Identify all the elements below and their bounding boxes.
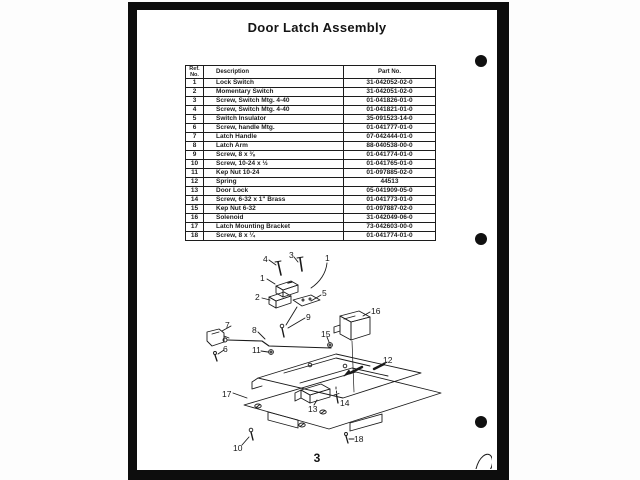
ref-no: 16	[186, 214, 204, 223]
part-number: 35-091523-14-0	[344, 115, 436, 124]
photo-frame	[128, 2, 509, 480]
callout-label: 12	[383, 355, 393, 365]
screw-4-drawing	[269, 260, 281, 275]
ref-no: 18	[186, 232, 204, 241]
header-description: Description	[204, 66, 344, 79]
part-description: Latch Mounting Bracket	[204, 223, 344, 232]
table-row	[186, 133, 436, 142]
part-description: Screw, 8 x ¼	[204, 232, 344, 241]
page-number: 3	[313, 451, 321, 465]
callout-label: 7	[225, 320, 230, 330]
screw-3-drawing	[294, 257, 303, 271]
callout-label: 16	[371, 306, 381, 316]
table-row	[186, 196, 436, 205]
ref-no: 12	[186, 178, 204, 187]
parts-table	[185, 65, 436, 241]
callout-label: 4	[263, 254, 268, 264]
part-number: 01-041777-01-0	[344, 124, 436, 133]
part-number: 05-041909-05-0	[344, 187, 436, 196]
screw-18-drawing	[345, 433, 355, 444]
part-number: 01-041826-01-0	[344, 97, 436, 106]
header-part-no: Part No.	[344, 66, 436, 79]
kep-nut-11-drawing	[261, 350, 273, 355]
part-number: 01-097885-02-0	[344, 169, 436, 178]
part-number: 88-040538-00-0	[344, 142, 436, 151]
part-description: Screw, 10-24 x ½	[204, 160, 344, 169]
table-row	[186, 97, 436, 106]
ref-no: 13	[186, 187, 204, 196]
exploded-view-diagram	[192, 239, 492, 469]
ref-no: 9	[186, 151, 204, 160]
latch-arm-drawing	[223, 332, 331, 348]
part-number: 01-041774-01-0	[344, 232, 436, 241]
part-description: Screw, Switch Mtg. 4-40	[204, 97, 344, 106]
part-number: 31-042051-02-0	[344, 88, 436, 97]
part-description: Screw, Switch Mtg. 4-40	[204, 106, 344, 115]
binder-hole	[475, 233, 487, 245]
ref-no: 15	[186, 205, 204, 214]
binder-hole	[475, 416, 487, 428]
part-number: 01-041765-01-0	[344, 160, 436, 169]
table-row	[186, 160, 436, 169]
screw-14-drawing	[334, 387, 339, 403]
callout-label: 11	[252, 345, 261, 355]
ref-no: 2	[186, 88, 204, 97]
part-description: Lock Switch	[204, 79, 344, 88]
callout-label: 8	[252, 325, 257, 335]
part-number: 73-042603-00-0	[344, 223, 436, 232]
callout-label: 15	[321, 329, 331, 339]
manual-page	[137, 10, 497, 470]
header-ref-no: Ref. No.	[186, 66, 204, 79]
part-description: Screw, handle Mtg.	[204, 124, 344, 133]
ref-no: 14	[186, 196, 204, 205]
ref-no: 4	[186, 106, 204, 115]
table-row	[186, 214, 436, 223]
lock-switch-drawing	[267, 263, 327, 297]
solenoid-drawing	[334, 311, 370, 392]
screw-10-drawing	[242, 428, 253, 445]
door-lock-drawing	[295, 384, 330, 405]
ref-no: 8	[186, 142, 204, 151]
part-description: Switch Insulator	[204, 115, 344, 124]
ref-no: 17	[186, 223, 204, 232]
table-row	[186, 151, 436, 160]
page-title: Door Latch Assembly	[247, 20, 387, 35]
callout-label: 6	[223, 344, 228, 354]
part-number: 31-042052-02-0	[344, 79, 436, 88]
part-number: 01-041773-01-0	[344, 196, 436, 205]
part-description: Latch Arm	[204, 142, 344, 151]
part-number: 31-042049-06-0	[344, 214, 436, 223]
callout-label: 9	[306, 312, 311, 322]
table-row	[186, 205, 436, 214]
table-row	[186, 169, 436, 178]
table-row	[186, 223, 436, 232]
ref-no: 3	[186, 97, 204, 106]
table-row	[186, 124, 436, 133]
part-description: Screw, 6-32 x 1" Brass	[204, 196, 344, 205]
part-description: Kep Nut 6-32	[204, 205, 344, 214]
table-header-row	[186, 66, 436, 79]
part-description: Screw, 8 x ⅜	[204, 151, 344, 160]
part-number: 01-097887-02-0	[344, 205, 436, 214]
part-description: Latch Handle	[204, 133, 344, 142]
ref-no: 7	[186, 133, 204, 142]
ref-no: 5	[186, 115, 204, 124]
table-row	[186, 88, 436, 97]
table-row	[186, 115, 436, 124]
mounting-bracket-drawing	[233, 372, 441, 431]
screw-9-drawing	[280, 318, 305, 337]
callout-label: 17	[222, 389, 232, 399]
part-number: 01-041821-01-0	[344, 106, 436, 115]
table-row	[186, 106, 436, 115]
ref-no: 1	[186, 79, 204, 88]
part-description: Door Lock	[204, 187, 344, 196]
momentary-switch-drawing	[262, 292, 291, 308]
ref-no: 11	[186, 169, 204, 178]
part-number: 44513	[344, 178, 436, 187]
part-description: Kep Nut 10-24	[204, 169, 344, 178]
table-row	[186, 187, 436, 196]
callout-label: 1	[325, 253, 330, 263]
callout-label: 14	[340, 398, 350, 408]
part-description: Spring	[204, 178, 344, 187]
table-row	[186, 79, 436, 88]
callout-label: 10	[233, 443, 243, 453]
table-row	[186, 178, 436, 187]
part-number: 07-042444-01-0	[344, 133, 436, 142]
ref-no: 6	[186, 124, 204, 133]
callout-label: 5	[322, 288, 327, 298]
pen-mark	[476, 454, 492, 469]
part-number: 01-041774-01-0	[344, 151, 436, 160]
part-description: Momentary Switch	[204, 88, 344, 97]
table-row	[186, 142, 436, 151]
part-description: Solenoid	[204, 214, 344, 223]
callout-label: 13	[308, 404, 318, 414]
ref-no: 10	[186, 160, 204, 169]
callout-label: 2	[255, 292, 260, 302]
callout-label: 3	[289, 250, 294, 260]
binder-hole	[475, 55, 487, 67]
callout-label: 1	[260, 273, 265, 283]
callout-label: 18	[354, 434, 364, 444]
